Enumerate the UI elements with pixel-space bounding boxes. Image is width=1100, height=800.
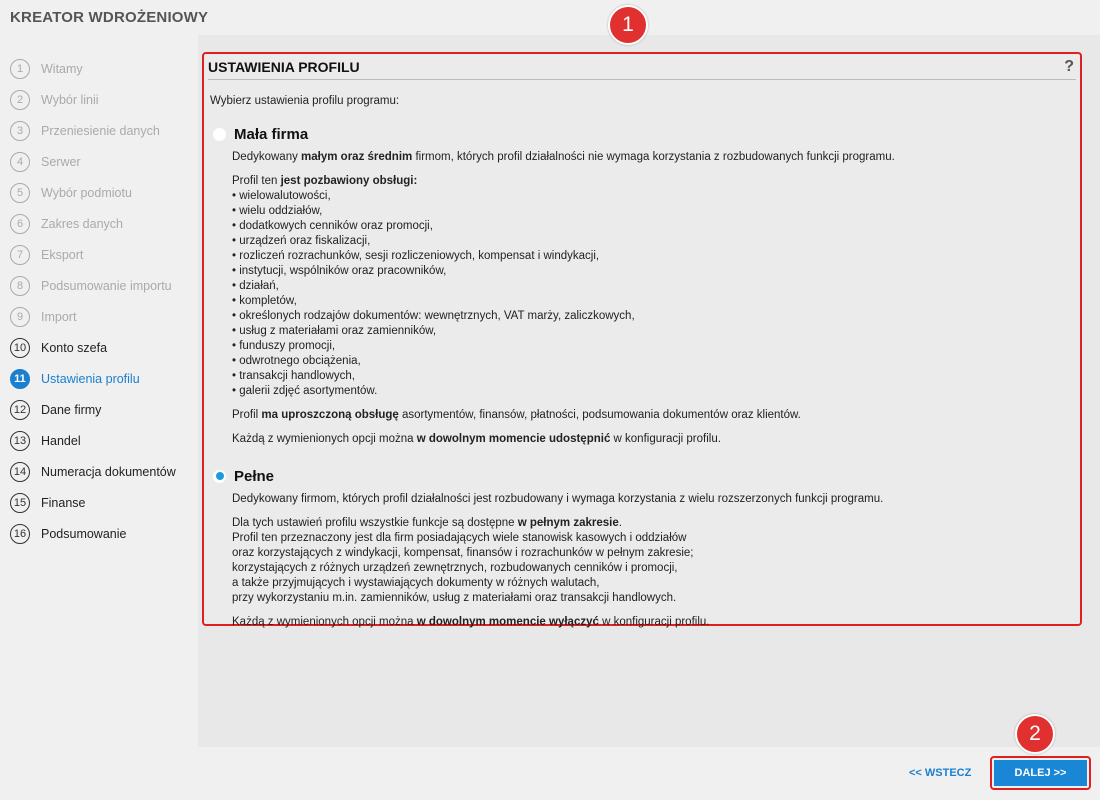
limitation-item: • kompletów,	[232, 294, 1074, 309]
sidebar-step-3[interactable]	[10, 115, 198, 146]
step-label: Przeniesienie danych	[41, 123, 160, 138]
step-label: Ustawienia profilu	[41, 371, 140, 386]
option-small-business-note: Każdą z wymienionych opcji można w dowolnym momencie udostępnić w konfiguracji profilu.	[232, 433, 721, 445]
step-label: Witamy	[41, 61, 83, 76]
limitation-item: • odwrotnego obciążenia,	[232, 354, 1074, 369]
full-scope-line: Dla tych ustawień profilu wszystkie funkcje są dostępne w pełnym zakresie.	[232, 517, 622, 529]
next-button-highlight	[990, 756, 1091, 790]
back-button[interactable]: << WSTECZ	[909, 767, 972, 779]
panel-title: USTAWIENIA PROFILU	[208, 58, 360, 75]
step-number-icon: 14	[10, 462, 30, 482]
step-number-icon: 1	[10, 59, 30, 79]
full-profile-line: a także przyjmujących i wystawiających dokumenty w różnych walutach,	[232, 577, 600, 589]
app-title: KREATOR WDROŻENIOWY	[10, 9, 209, 26]
step-number-icon: 5	[10, 183, 30, 203]
sidebar-step-16[interactable]	[10, 518, 198, 549]
sidebar-step-2[interactable]	[10, 84, 198, 115]
option-full-title[interactable]: Pełne	[234, 467, 275, 485]
step-number-icon: 9	[10, 307, 30, 327]
step-label: Zakres danych	[41, 216, 123, 231]
sidebar-step-9[interactable]	[10, 301, 198, 332]
step-number-icon: 16	[10, 524, 30, 544]
sidebar-step-5[interactable]	[10, 177, 198, 208]
step-number-icon: 7	[10, 245, 30, 265]
step-number-icon: 8	[10, 276, 30, 296]
full-profile-line: korzystających z różnych urządzeń zewnętrznych, rozbudowanych cenników i promocji,	[232, 562, 678, 574]
step-label: Import	[41, 309, 77, 324]
step-number-icon: 13	[10, 431, 30, 451]
sidebar-step-12[interactable]	[10, 394, 198, 425]
step-label: Podsumowanie	[41, 526, 127, 541]
step-label: Podsumowanie importu	[41, 278, 172, 293]
limitation-item: • działań,	[232, 279, 1074, 294]
sidebar-step-7[interactable]	[10, 239, 198, 270]
radio-selected-icon[interactable]	[213, 470, 226, 483]
next-button[interactable]: DALEJ >>	[994, 760, 1087, 786]
limitation-item: • urządzeń oraz fiskalizacji,	[232, 234, 1074, 249]
step-number-icon: 12	[10, 400, 30, 420]
simplified-handling-text: Profil ma uproszczoną obsługę asortymentów, finansów, płatności, podsumowania dokumentów oraz klientów.	[232, 409, 801, 421]
limitation-item: • określonych rodzajów dokumentów: wewnętrznych, VAT marży, zaliczkowych,	[232, 309, 1074, 324]
option-full-note: Każdą z wymienionych opcji można w dowolnym momencie wyłączyć w konfiguracji profilu.	[232, 616, 710, 628]
wizard-steps-sidebar	[10, 53, 198, 549]
step-number-icon: 4	[10, 152, 30, 172]
sidebar-step-15[interactable]	[10, 487, 198, 518]
panel-header	[208, 54, 1076, 80]
step-label: Handel	[41, 433, 81, 448]
option-small-business	[210, 124, 1074, 447]
sidebar-step-14[interactable]	[10, 456, 198, 487]
radio-unselected-icon[interactable]	[213, 128, 226, 141]
sidebar-step-10[interactable]	[10, 332, 198, 363]
profile-settings-panel	[202, 52, 1082, 626]
step-number-icon: 15	[10, 493, 30, 513]
full-profile-line: Profil ten przeznaczony jest dla firm posiadających wiele stanowisk kasowych i oddziałów	[232, 532, 687, 544]
intro-text: Wybierz ustawienia profilu programu:	[210, 95, 400, 107]
full-profile-line: oraz korzystających z windykacji, kompensat, finansów i rozrachunków w pełnym zakresie;	[232, 547, 694, 559]
full-profile-line: przy wykorzystaniu m.in. zamienników, usług z materiałami oraz transakcji handlowych.	[232, 592, 677, 604]
limitation-item: • rozliczeń rozrachunków, sesji rozliczeniowych, kompensat i windykacji,	[232, 249, 1074, 264]
option-full-description: Dedykowany firmom, których profil działalności jest rozbudowany i wymaga korzystania z wielu rozszerzonych funkcji programu.	[232, 493, 884, 505]
panel-body	[204, 95, 1080, 630]
step-number-icon: 3	[10, 121, 30, 141]
step-number-icon: 10	[10, 338, 30, 358]
limitation-item: • usług z materiałami oraz zamienników,	[232, 324, 1074, 339]
sidebar-step-6[interactable]	[10, 208, 198, 239]
help-icon[interactable]: ?	[1064, 57, 1074, 75]
limitation-item: • wielu oddziałów,	[232, 204, 1074, 219]
step-number-icon: 11	[10, 369, 30, 389]
step-label: Eksport	[41, 247, 84, 262]
step-number-icon: 6	[10, 214, 30, 234]
annotation-badge-2: 2	[1015, 714, 1055, 754]
step-label: Konto szefa	[41, 340, 108, 355]
limitation-item: • funduszy promocji,	[232, 339, 1074, 354]
step-number-icon: 2	[10, 90, 30, 110]
step-label: Wybór podmiotu	[41, 185, 132, 200]
sidebar-step-4[interactable]	[10, 146, 198, 177]
option-small-business-radio[interactable]	[210, 124, 1074, 144]
option-full	[210, 466, 1074, 630]
step-label: Dane firmy	[41, 402, 102, 417]
content-area	[198, 35, 1100, 747]
limitations-intro: Profil ten jest pozbawiony obsługi:	[232, 175, 418, 187]
option-full-radio[interactable]	[210, 466, 1074, 486]
sidebar-step-8[interactable]	[10, 270, 198, 301]
annotation-badge-1: 1	[608, 5, 648, 45]
step-label: Numeracja dokumentów	[41, 464, 176, 479]
limitation-item: • transakcji handlowych,	[232, 369, 1074, 384]
option-small-business-title[interactable]: Mała firma	[234, 125, 309, 143]
sidebar-step-13[interactable]	[10, 425, 198, 456]
sidebar-step-11[interactable]	[10, 363, 198, 394]
step-label: Finanse	[41, 495, 86, 510]
limitations-list	[232, 189, 1074, 399]
option-full-details	[232, 516, 1074, 606]
limitation-item: • wielowalutowości,	[232, 189, 1074, 204]
limitation-item: • galerii zdjęć asortymentów.	[232, 384, 1074, 399]
option-small-business-description: Dedykowany małym oraz średnim firmom, których profil działalności nie wymaga korzystania z rozbudowanych funkcji programu.	[232, 151, 895, 163]
limitation-item: • instytucji, wspólników oraz pracowników,	[232, 264, 1074, 279]
limitation-item: • dodatkowych cenników oraz promocji,	[232, 219, 1074, 234]
sidebar-step-1[interactable]	[10, 53, 198, 84]
step-label: Wybór linii	[41, 92, 99, 107]
step-label: Serwer	[41, 154, 81, 169]
